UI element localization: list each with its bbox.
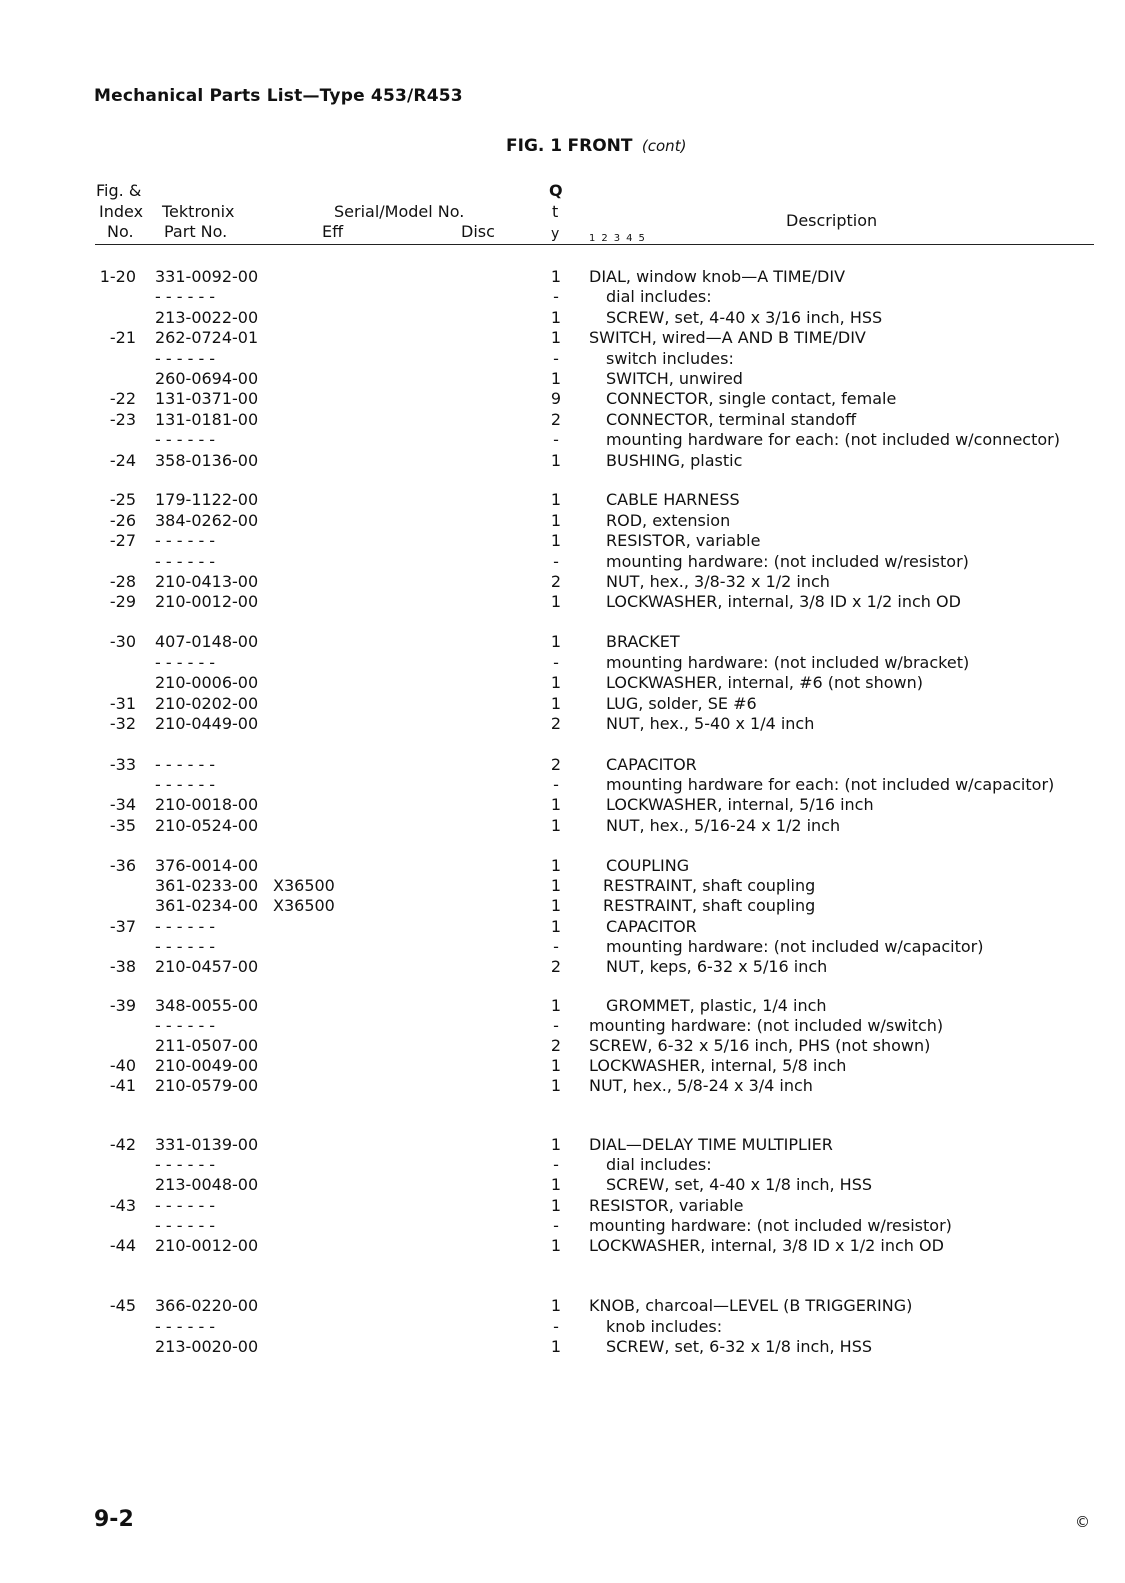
quantity: -: [553, 349, 559, 368]
table-row: [0, 1056, 1125, 1076]
table-row: [0, 572, 1125, 592]
part-number: 348-0055-00: [155, 996, 259, 1015]
table-row: [0, 653, 1125, 673]
quantity: 1: [550, 1236, 562, 1255]
description: SWITCH, unwired: [606, 369, 743, 388]
part-number: 366-0220-00: [155, 1296, 259, 1315]
part-number: - - - - - -: [155, 531, 216, 550]
index-number: -42: [109, 1135, 136, 1154]
part-number: 131-0181-00: [155, 410, 259, 429]
table-row: [0, 451, 1125, 471]
table-row: [0, 1016, 1125, 1036]
quantity: 2: [550, 714, 562, 733]
index-number: -28: [109, 572, 136, 591]
description: NUT, hex., 5/8-24 x 3/4 inch: [589, 1076, 813, 1095]
index-number: -35: [109, 816, 136, 835]
part-number: - - - - - -: [155, 1016, 216, 1035]
column-header-eff: Eff: [322, 222, 344, 241]
column-header-no: No.: [107, 222, 134, 241]
quantity: 1: [550, 490, 562, 509]
quantity: 1: [550, 592, 562, 611]
description: dial includes:: [606, 1155, 712, 1174]
description: CONNECTOR, terminal standoff: [606, 410, 857, 429]
part-number: 210-0413-00: [155, 572, 259, 591]
quantity: 1: [550, 896, 562, 915]
description: mounting hardware: (not included w/resistor): [589, 1216, 952, 1235]
table-row: [0, 632, 1125, 652]
table-row: [0, 308, 1125, 328]
description: CONNECTOR, single contact, female: [606, 389, 897, 408]
quantity: -: [553, 1016, 559, 1035]
quantity: 2: [550, 755, 562, 774]
quantity: 1: [550, 1296, 562, 1315]
table-row: [0, 876, 1125, 896]
index-number: -36: [109, 856, 136, 875]
table-row: [0, 937, 1125, 957]
table-row: [0, 775, 1125, 795]
description: BUSHING, plastic: [606, 451, 743, 470]
serial-eff: X36500: [273, 876, 335, 895]
table-row: [0, 267, 1125, 287]
index-number: -41: [109, 1076, 136, 1095]
quantity: -: [553, 1216, 559, 1235]
description: ROD, extension: [606, 511, 731, 530]
table-row: [0, 917, 1125, 937]
part-number: 213-0048-00: [155, 1175, 259, 1194]
quantity: 1: [550, 267, 562, 286]
part-number: 361-0234-00: [155, 896, 259, 915]
description: DIAL—DELAY TIME MULTIPLIER: [589, 1135, 833, 1154]
part-number: - - - - - -: [155, 552, 216, 571]
part-number: 210-0006-00: [155, 673, 259, 692]
quantity: 1: [550, 531, 562, 550]
quantity: 1: [550, 996, 562, 1015]
quantity: 2: [550, 572, 562, 591]
table-row: [0, 328, 1125, 348]
column-header-qty-q: Q: [549, 181, 563, 200]
table-row: [0, 552, 1125, 572]
quantity: 1: [550, 511, 562, 530]
part-number: 213-0022-00: [155, 308, 259, 327]
part-number: 210-0457-00: [155, 957, 259, 976]
copyright-mark: ©: [1075, 1513, 1090, 1531]
column-header-index: Index: [99, 202, 144, 221]
index-number: -31: [109, 694, 136, 713]
description: mounting hardware for each: (not included w/capacitor): [606, 775, 1055, 794]
description: SCREW, set, 4-40 x 3/16 inch, HSS: [606, 308, 883, 327]
column-header-tektronix: Tektronix: [162, 202, 235, 221]
figure-continued: (cont): [641, 137, 687, 155]
quantity: 1: [550, 1076, 562, 1095]
description: NUT, hex., 5/16-24 x 1/2 inch: [606, 816, 841, 835]
description: mounting hardware: (not included w/bracket): [606, 653, 970, 672]
table-row: [0, 1317, 1125, 1337]
column-header-levels: 12345: [589, 233, 651, 244]
description: mounting hardware: (not included w/capacitor): [606, 937, 984, 956]
table-row: [0, 1155, 1125, 1175]
description: RESISTOR, variable: [589, 1196, 744, 1215]
index-number: -22: [109, 389, 136, 408]
index-number: -45: [109, 1296, 136, 1315]
table-row: [0, 1076, 1125, 1096]
part-number: 210-0202-00: [155, 694, 259, 713]
part-number: 361-0233-00: [155, 876, 259, 895]
quantity: -: [553, 937, 559, 956]
description: dial includes:: [606, 287, 712, 306]
quantity: 1: [550, 1175, 562, 1194]
part-number: 358-0136-00: [155, 451, 259, 470]
description: knob includes:: [606, 1317, 723, 1336]
description: CAPACITOR: [606, 755, 697, 774]
part-number: 210-0579-00: [155, 1076, 259, 1095]
part-number: 331-0092-00: [155, 267, 259, 286]
index-number: -39: [109, 996, 136, 1015]
part-number: 331-0139-00: [155, 1135, 259, 1154]
description: switch includes:: [606, 349, 734, 368]
column-header-serial: Serial/Model No.: [334, 202, 465, 221]
figure-name: FRONT: [567, 136, 633, 156]
part-number: - - - - - -: [155, 1196, 216, 1215]
quantity: -: [553, 653, 559, 672]
part-number: 262-0724-01: [155, 328, 259, 347]
quantity: 1: [550, 328, 562, 347]
description: NUT, hex., 5-40 x 1/4 inch: [606, 714, 815, 733]
index-number: -26: [109, 511, 136, 530]
table-row: [0, 490, 1125, 510]
column-header-qty-y: y: [551, 226, 560, 242]
index-number: -25: [109, 490, 136, 509]
description: COUPLING: [606, 856, 690, 875]
part-number: - - - - - -: [155, 1216, 216, 1235]
table-row: [0, 511, 1125, 531]
table-row: [0, 1337, 1125, 1357]
part-number: 210-0012-00: [155, 1236, 259, 1255]
page-number: 9-2: [94, 1507, 134, 1532]
quantity: 1: [550, 795, 562, 814]
index-number: -30: [109, 632, 136, 651]
header-divider: [95, 244, 1094, 245]
description: LOCKWASHER, internal, 3/8 ID x 1/2 inch OD: [589, 1236, 944, 1255]
table-row: [0, 410, 1125, 430]
part-number: 211-0507-00: [155, 1036, 259, 1055]
description: CAPACITOR: [606, 917, 697, 936]
table-row: [0, 694, 1125, 714]
description: SCREW, set, 6-32 x 1/8 inch, HSS: [606, 1337, 872, 1356]
part-number: - - - - - -: [155, 287, 216, 306]
table-row: [0, 531, 1125, 551]
quantity: 1: [550, 816, 562, 835]
quantity: 1: [550, 1196, 562, 1215]
serial-eff: X36500: [273, 896, 335, 915]
description: SCREW, 6-32 x 5/16 inch, PHS (not shown): [589, 1036, 931, 1055]
table-row: [0, 816, 1125, 836]
description: LOCKWASHER, internal, #6 (not shown): [606, 673, 924, 692]
table-row: [0, 673, 1125, 693]
index-number: -43: [109, 1196, 136, 1215]
quantity: -: [553, 287, 559, 306]
index-number: -40: [109, 1056, 136, 1075]
column-header-disc: Disc: [461, 222, 495, 241]
quantity: 1: [550, 694, 562, 713]
description: RESISTOR, variable: [606, 531, 761, 550]
quantity: -: [553, 1155, 559, 1174]
index-number: 1-20: [99, 267, 136, 286]
description: SCREW, set, 4-40 x 1/8 inch, HSS: [606, 1175, 872, 1194]
description: CABLE HARNESS: [606, 490, 740, 509]
column-header-fig: Fig. &: [96, 181, 142, 200]
quantity: -: [553, 1317, 559, 1336]
index-number: -23: [109, 410, 136, 429]
description: LOCKWASHER, internal, 5/16 inch: [606, 795, 874, 814]
description: DIAL, window knob—A TIME/DIV: [589, 267, 846, 286]
description: SWITCH, wired—A AND B TIME/DIV: [589, 328, 866, 347]
table-row: [0, 1236, 1125, 1256]
quantity: 1: [550, 856, 562, 875]
table-row: [0, 856, 1125, 876]
description: KNOB, charcoal—LEVEL (B TRIGGERING): [589, 1296, 913, 1315]
index-number: -33: [109, 755, 136, 774]
table-row: [0, 1135, 1125, 1155]
quantity: 2: [550, 410, 562, 429]
description: mounting hardware: (not included w/switch): [589, 1016, 944, 1035]
quantity: 2: [550, 1036, 562, 1055]
quantity: 2: [550, 957, 562, 976]
index-number: -34: [109, 795, 136, 814]
quantity: 1: [550, 1135, 562, 1154]
description: LOCKWASHER, internal, 3/8 ID x 1/2 inch OD: [606, 592, 961, 611]
table-row: [0, 714, 1125, 734]
part-number: - - - - - -: [155, 349, 216, 368]
table-row: [0, 996, 1125, 1016]
index-number: -32: [109, 714, 136, 733]
column-header-part-no: Part No.: [164, 222, 228, 241]
quantity: 1: [550, 917, 562, 936]
table-row: [0, 755, 1125, 775]
figure-label: FIG. 1: [506, 136, 563, 156]
quantity: -: [553, 430, 559, 449]
quantity: 1: [550, 876, 562, 895]
part-number: 384-0262-00: [155, 511, 259, 530]
description: BRACKET: [606, 632, 680, 651]
description: LOCKWASHER, internal, 5/8 inch: [589, 1056, 847, 1075]
part-number: 131-0371-00: [155, 389, 259, 408]
part-number: - - - - - -: [155, 917, 216, 936]
index-number: -21: [109, 328, 136, 347]
table-row: [0, 795, 1125, 815]
table-row: [0, 1296, 1125, 1316]
quantity: -: [553, 775, 559, 794]
index-number: -37: [109, 917, 136, 936]
quantity: 1: [550, 308, 562, 327]
part-number: 179-1122-00: [155, 490, 259, 509]
description: NUT, keps, 6-32 x 5/16 inch: [606, 957, 828, 976]
part-number: 210-0018-00: [155, 795, 259, 814]
part-number: 407-0148-00: [155, 632, 259, 651]
index-number: -27: [109, 531, 136, 550]
part-number: 210-0449-00: [155, 714, 259, 733]
table-row: [0, 957, 1125, 977]
quantity: 1: [550, 451, 562, 470]
part-number: - - - - - -: [155, 775, 216, 794]
figure-title: [506, 136, 686, 156]
index-number: -38: [109, 957, 136, 976]
part-number: 260-0694-00: [155, 369, 259, 388]
part-number: 210-0012-00: [155, 592, 259, 611]
part-number: - - - - - -: [155, 1155, 216, 1174]
quantity: 1: [550, 632, 562, 651]
column-header-qty-t: t: [552, 202, 559, 221]
part-number: 210-0049-00: [155, 1056, 259, 1075]
description: LUG, solder, SE #6: [606, 694, 757, 713]
quantity: 9: [550, 389, 562, 408]
description: RESTRAINT, shaft coupling: [603, 876, 816, 895]
quantity: 1: [550, 1056, 562, 1075]
table-row: [0, 389, 1125, 409]
description: GROMMET, plastic, 1/4 inch: [606, 996, 827, 1015]
part-number: 376-0014-00: [155, 856, 259, 875]
part-number: - - - - - -: [155, 755, 216, 774]
part-number: - - - - - -: [155, 653, 216, 672]
description: NUT, hex., 3/8-32 x 1/2 inch: [606, 572, 830, 591]
quantity: 1: [550, 1337, 562, 1356]
page-title: Mechanical Parts List—Type 453/R453: [94, 86, 463, 106]
part-number: 213-0020-00: [155, 1337, 259, 1356]
table-row: [0, 1196, 1125, 1216]
table-row: [0, 1175, 1125, 1195]
index-number: -29: [109, 592, 136, 611]
table-row: [0, 430, 1125, 450]
part-number: - - - - - -: [155, 1317, 216, 1336]
table-row: [0, 287, 1125, 307]
table-row: [0, 1036, 1125, 1056]
part-number: - - - - - -: [155, 937, 216, 956]
table-row: [0, 1216, 1125, 1236]
index-number: -44: [109, 1236, 136, 1255]
part-number: - - - - - -: [155, 430, 216, 449]
table-row: [0, 896, 1125, 916]
part-number: 210-0524-00: [155, 816, 259, 835]
quantity: 1: [550, 369, 562, 388]
index-number: -24: [109, 451, 136, 470]
column-header-description: Description: [786, 211, 878, 230]
description: mounting hardware for each: (not included w/connector): [606, 430, 1060, 449]
description: mounting hardware: (not included w/resistor): [606, 552, 969, 571]
table-row: [0, 369, 1125, 389]
table-row: [0, 349, 1125, 369]
table-row: [0, 592, 1125, 612]
description: RESTRAINT, shaft coupling: [603, 896, 816, 915]
quantity: 1: [550, 673, 562, 692]
quantity: -: [553, 552, 559, 571]
